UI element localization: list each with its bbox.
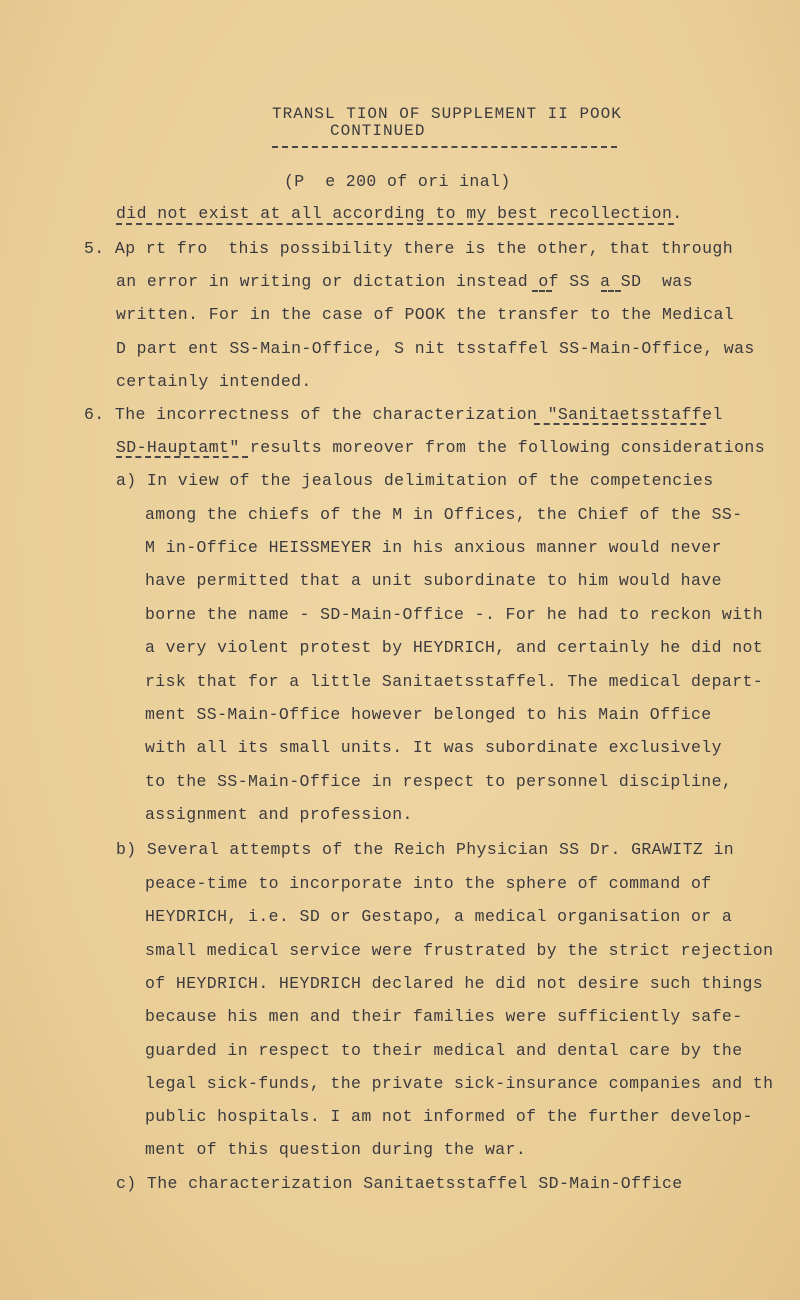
line-underline — [116, 223, 674, 225]
text-line: risk that for a little Sanitaetsstaffel. The medical depart- — [145, 672, 764, 691]
text-line: have permitted that a unit subordinate to him would have — [145, 571, 722, 590]
text-line: a very violent protest by HEYDRICH, and certainly he did not — [145, 638, 764, 657]
text-line: small medical service were frustrated by the strict rejection — [145, 941, 774, 960]
document-subtitle: CONTINUED — [330, 122, 426, 140]
text-line: because his men and their families were sufficiently safe- — [145, 1007, 743, 1026]
text-line: SD-Hauptamt" results moreover from the following considerations — [116, 438, 766, 457]
ss-underline — [532, 290, 552, 292]
text-line: 5. Ap rt fro this possibility there is the other, that through — [84, 239, 734, 258]
text-line: to the SS-Main-Office in respect to personnel discipline, — [145, 772, 733, 791]
text-line: among the chiefs of the M in Offices, the Chief of the SS- — [145, 505, 743, 524]
text-line: written. For in the case of POOK the transfer to the Medical — [116, 305, 735, 324]
line-underline — [116, 456, 248, 458]
text-line: HEYDRICH, i.e. SD or Gestapo, a medical organisation or a — [145, 907, 733, 926]
text-line: did not exist at all according to my best recollection. — [116, 204, 683, 223]
text-line: b) Several attempts of the Reich Physician SS Dr. GRAWITZ in — [116, 840, 735, 859]
text-line: a) In view of the jealous delimitation of the competencies — [116, 471, 714, 490]
title-underline — [272, 146, 617, 148]
text-line: borne the name - SD-Main-Office -. For he had to reckon with — [145, 605, 764, 624]
text-line: M in-Office HEISSMEYER in his anxious manner would never — [145, 538, 722, 557]
text-line: c) The characterization Sanitaetsstaffel SD-Main-Office — [116, 1174, 683, 1193]
line-underline — [534, 423, 706, 425]
text-line: legal sick-funds, the private sick-insurance companies and th — [145, 1074, 774, 1093]
text-line: D part ent SS-Main-Office, S nit tsstaffel SS-Main-Office, was — [116, 339, 755, 358]
text-line: guarded in respect to their medical and dental care by the — [145, 1041, 743, 1060]
document-title: TRANSL TION OF SUPPLEMENT II POOK — [272, 105, 622, 123]
text-line: 6. The incorrectness of the characterization "Sanitaetsstaffel — [84, 405, 723, 424]
text-line: public hospitals. I am not informed of the further develop- — [145, 1107, 753, 1126]
text-line: ment SS-Main-Office however belonged to his Main Office — [145, 705, 712, 724]
page-reference: (P e 200 of ori inal) — [284, 172, 511, 191]
text-line: ment of this question during the war. — [145, 1140, 527, 1159]
text-line: of HEYDRICH. HEYDRICH declared he did not desire such things — [145, 974, 764, 993]
text-line: with all its small units. It was subordinate exclusively — [145, 738, 722, 757]
sd-underline — [601, 290, 621, 292]
text-line: peace-time to incorporate into the sphere of command of — [145, 874, 712, 893]
text-line: certainly intended. — [116, 372, 312, 391]
text-line: an error in writing or dictation instead of SS a SD was — [116, 272, 693, 291]
text-line: assignment and profession. — [145, 805, 413, 824]
